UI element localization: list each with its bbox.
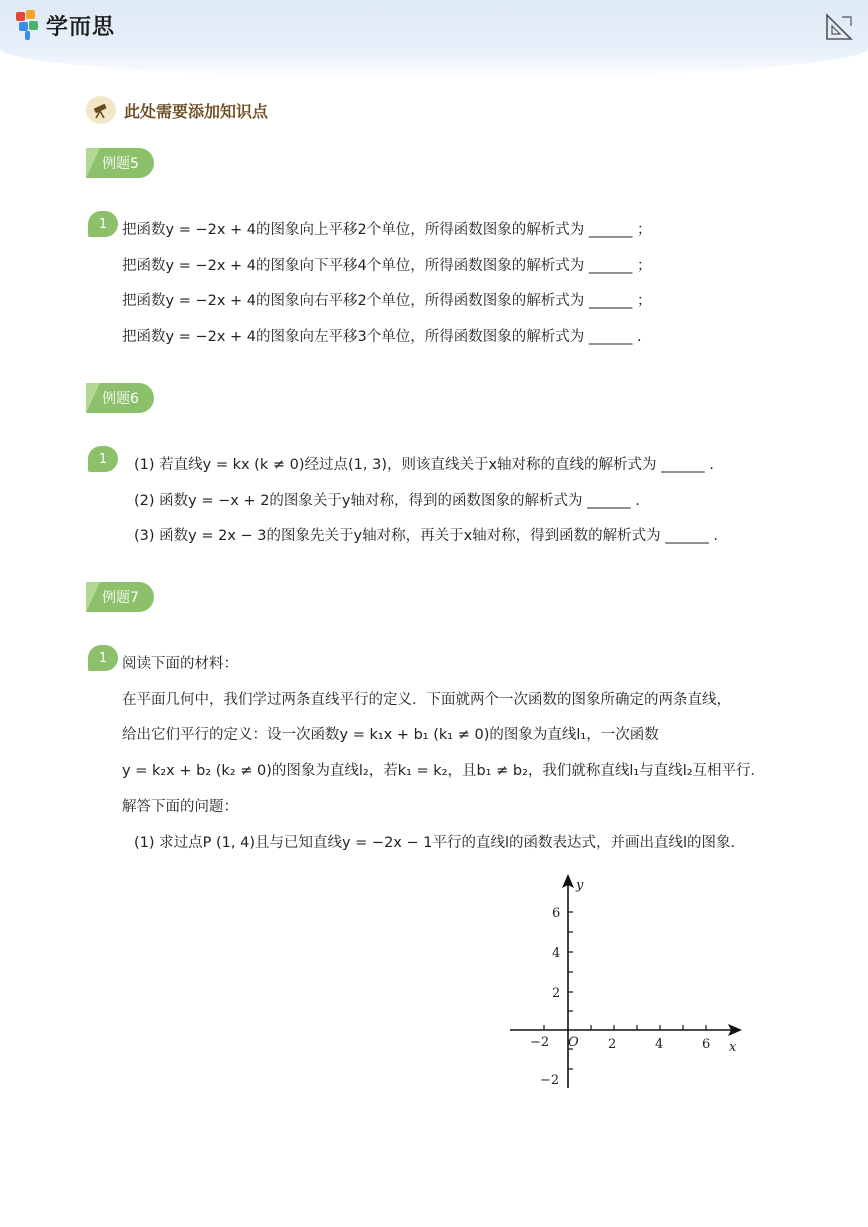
y-tick-label: 4 (552, 946, 561, 961)
brand-name: 学而思 (46, 14, 116, 40)
y-tick-label: 6 (552, 906, 561, 921)
x-tick-label: 4 (655, 1037, 664, 1052)
knowledge-point-title: 此处需要添加知识点 (124, 101, 269, 121)
telescope-icon (86, 96, 116, 124)
brand-mark-icon (16, 10, 42, 40)
question-line: 给出它们平行的定义：设一次函数y = k₁x + b₁ (k₁ ≠ 0)的图象为直线l₁，一次函数 (122, 727, 659, 743)
x-axis-label: x (729, 1040, 737, 1055)
question-number-badge: 1 (88, 645, 118, 671)
question-number-badge: 1 (88, 446, 118, 472)
knowledge-point-heading (86, 96, 268, 124)
x-tick-label: 6 (702, 1037, 711, 1052)
coordinate-graph (500, 868, 760, 1098)
origin-label: O (568, 1035, 579, 1050)
example-6-tag: 例题6 (86, 383, 154, 413)
question-line: 解答下面的问题： (122, 799, 238, 815)
question-line: y = k₂x + b₂ (k₂ ≠ 0)的图象为直线l₂，若k₁ = k₂，且b₁ ≠ b₂，我们就称直线l₁与直线l₂互相平行． (122, 763, 766, 779)
question-line: 在平面几何中，我们学过两条直线平行的定义．下面就两个一次函数的图象所确定的两条直线， (122, 692, 731, 708)
brand-logo (16, 8, 115, 42)
question-line: (1) 求过点P (1, 4)且与已知直线y = −2x − 1平行的直线l的函数表达式，并画出直线l的图象. (134, 835, 736, 851)
y-tick-label: 2 (552, 986, 561, 1001)
question-line: 阅读下面的材料： (122, 656, 238, 672)
x-tick-label: −2 (530, 1035, 550, 1050)
question-line: 把函数y = −2x + 4的图象向右平移2个单位，所得函数图象的解析式为 ______ ； (122, 293, 652, 309)
question-line: (3) 函数y = 2x − 3的图象先关于y轴对称，再关于x轴对称，得到函数的解析式为 ______ . (134, 528, 718, 544)
example-5-tag: 例题5 (86, 148, 154, 178)
y-tick-label: −2 (540, 1073, 560, 1088)
question-line: (1) 若直线y = kx (k ≠ 0)经过点(1, 3)，则该直线关于x轴对称的直线的解析式为 ______ . (134, 457, 714, 473)
x-tick-label: 2 (608, 1037, 617, 1052)
question-line: 把函数y = −2x + 4的图象向下平移4个单位，所得函数图象的解析式为 ______ ； (122, 258, 652, 274)
example-7-tag: 例题7 (86, 582, 154, 612)
question-number-badge: 1 (88, 211, 118, 237)
header-band (0, 0, 868, 78)
ruler-triangle-icon (824, 12, 854, 42)
question-line: 把函数y = −2x + 4的图象向上平移2个单位，所得函数图象的解析式为 ______ ； (122, 222, 652, 238)
question-line: (2) 函数y = −x + 2的图象关于y轴对称，得到的函数图象的解析式为 ______ . (134, 493, 640, 509)
question-line: 把函数y = −2x + 4的图象向左平移3个单位，所得函数图象的解析式为 ______ . (122, 329, 642, 345)
y-axis-label: y (576, 878, 584, 893)
